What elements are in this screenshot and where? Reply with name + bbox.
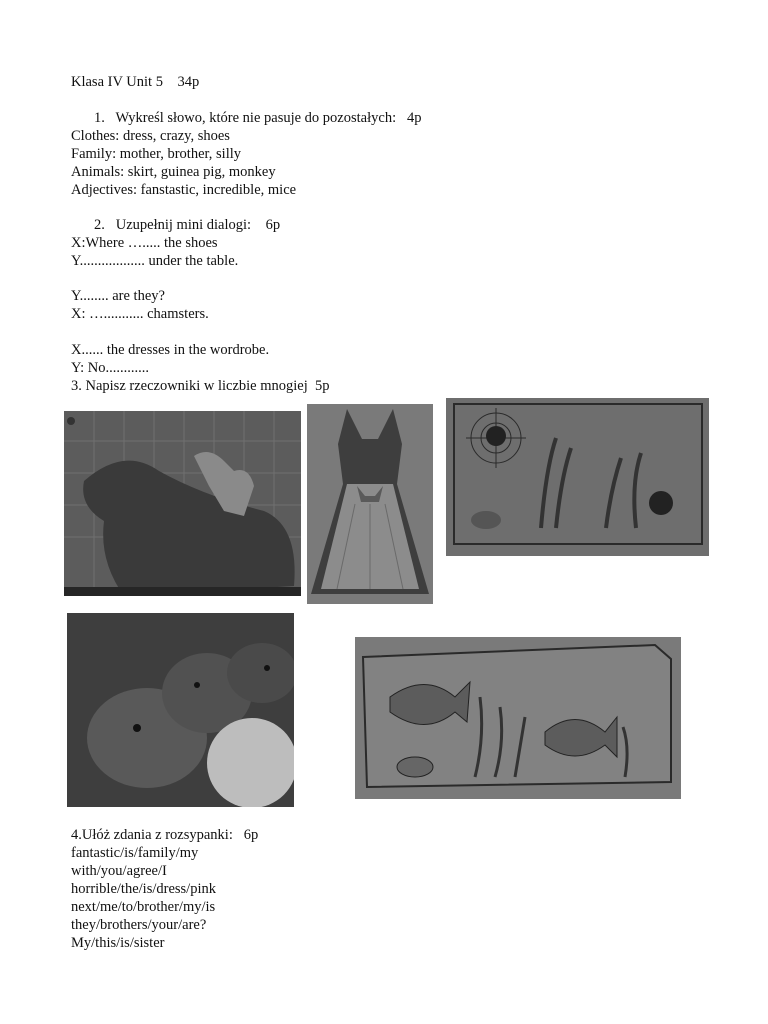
dress-image	[307, 404, 433, 604]
task2-line: X:Where …..... the shoes	[71, 235, 218, 251]
task2-line: X: …........... chamsters.	[71, 306, 209, 322]
mice-image	[67, 613, 294, 807]
task1-line: Clothes: dress, crazy, shoes	[71, 128, 230, 144]
dogs-image	[64, 411, 301, 596]
task1-heading: 1. Wykreśl słowo, które nie pasuje do pozostałych: 4p	[94, 110, 422, 126]
task4-line: next/me/to/brother/my/is	[71, 899, 216, 915]
task1-line: Animals: skirt, guinea pig, monkey	[71, 164, 276, 180]
task2-line: Y: No............	[71, 360, 150, 376]
task2-line: Y........ are they?	[71, 288, 165, 304]
task4-line: horrible/the/is/dress/pink	[71, 881, 216, 897]
task4-line: with/you/agree/I	[71, 863, 167, 879]
fish-aquarium-image	[355, 637, 681, 799]
task4-heading: 4.Ułóż zdania z rozsypanki: 6p	[71, 827, 259, 843]
task4-line: they/brothers/your/are?	[71, 917, 207, 933]
spider-aquarium-image	[446, 398, 709, 556]
task4-line: My/this/is/sister	[71, 935, 165, 951]
task3-heading: 3. Napisz rzeczowniki w liczbie mnogiej 5p	[71, 378, 330, 394]
task1-line: Family: mother, brother, silly	[71, 146, 241, 162]
task2-line: Y.................. under the table.	[71, 253, 239, 269]
page-title: Klasa IV Unit 5 34p	[71, 74, 200, 90]
task2-heading: 2. Uzupełnij mini dialogi: 6p	[94, 217, 281, 233]
task4-line: fantastic/is/family/my	[71, 845, 199, 861]
task2-line: X...... the dresses in the wordrobe.	[71, 342, 270, 358]
task1-line: Adjectives: fanstastic, incredible, mice	[71, 182, 297, 198]
